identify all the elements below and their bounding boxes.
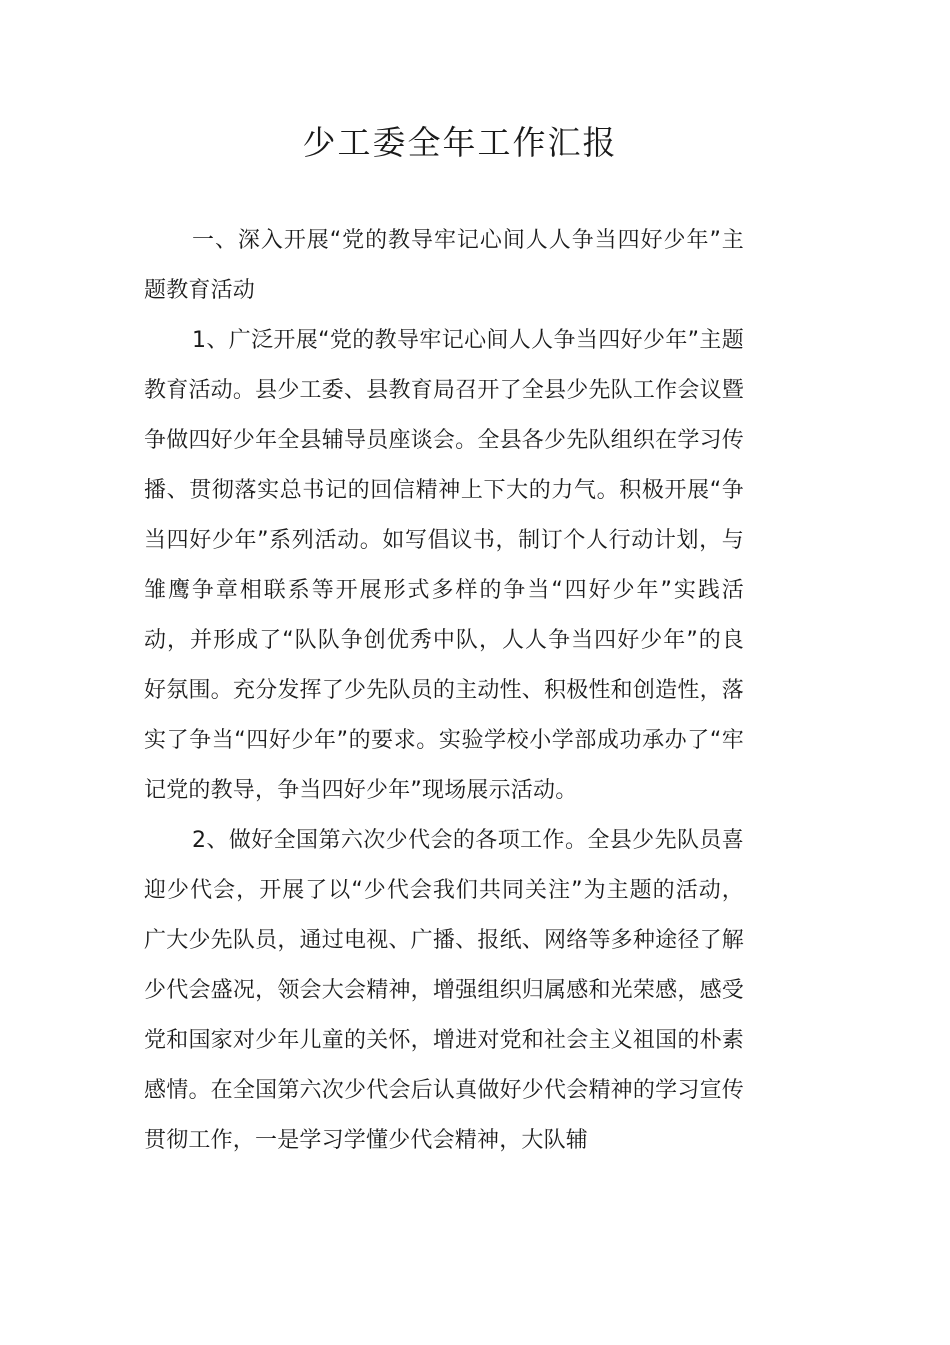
paragraph-1: 1、广泛开展“党的教导牢记心间人人争当四好少年”主题教育活动。县少工委、县教育局召开了全县少先队工作会议暨争做四好少年全县辅导员座谈会。全县各少先队组织在学习传播、贯彻落实总书记的回信精神上下大的力气。积极开展“争当四好少年”系列活动。如写倡议书，制订个人行动计划，与雏鹰争章相联系等开展形式多样的争当“四好少年”实践活动，并形成了“队队争创优秀中队，人人争当四好少年”的良好氛围。充分发挥了少先队员的主动性、积极性和创造性，落实了争当“四好少年”的要求。实验学校小学部成功承办了“牢记党的教导，争当四好少年”现场展示活动。 (144, 328, 744, 803)
section-heading-1: 一、深入开展“党的教导牢记心间人人争当四好少年”主题教育活动 (144, 228, 744, 303)
document-body (144, 216, 744, 1166)
document-title: 少工委全年工作汇报 (302, 123, 618, 162)
paragraph-2: 2、做好全国第六次少代会的各项工作。全县少先队员喜迎少代会，开展了以“少代会我们共同关注”为主题的活动，广大少先队员，通过电视、广播、报纸、网络等多种途径了解少代会盛况，领会大会精神，增强组织归属感和光荣感，感受党和国家对少年儿童的关怀，增进对党和社会主义祖国的朴素感情。在全国第六次少代会后认真做好少代会精神的学习宣传贯彻工作，一是学习学懂少代会精神，大队辅 (144, 828, 744, 1153)
